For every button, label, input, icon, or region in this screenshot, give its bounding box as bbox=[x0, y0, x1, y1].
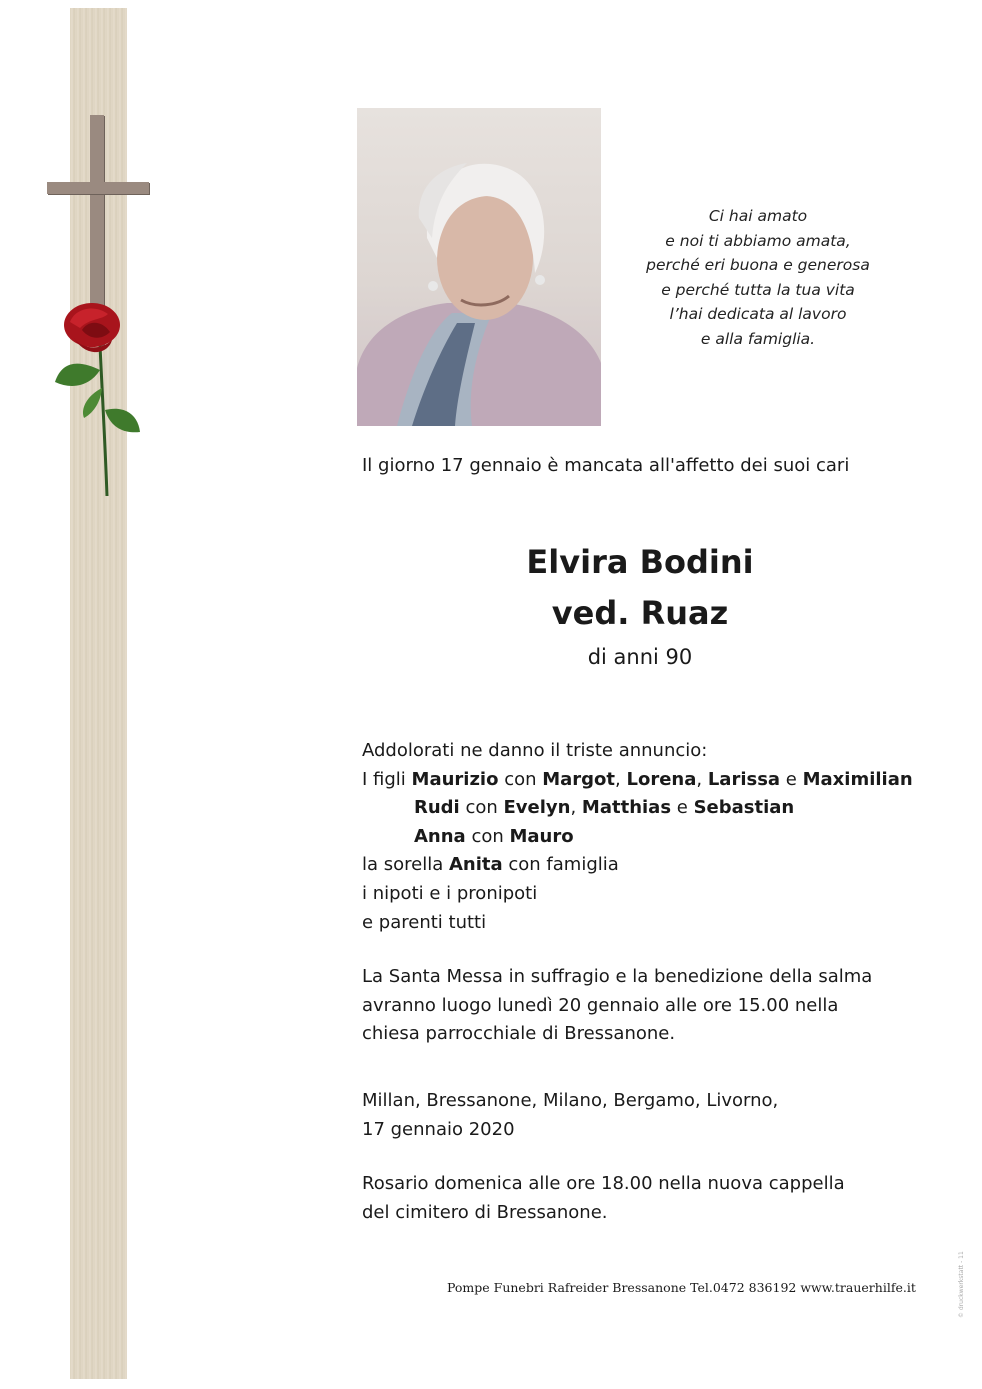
deceased-married-name: ved. Ruaz bbox=[551, 594, 729, 632]
family-row-3 bbox=[362, 823, 913, 852]
deceased-name: Elvira Bodini bbox=[526, 543, 754, 581]
family-row-1 bbox=[362, 766, 913, 795]
family-text: , bbox=[615, 768, 627, 790]
family-name: Anita bbox=[448, 854, 503, 876]
family-text: con bbox=[465, 825, 510, 847]
family-name: Sebastian bbox=[693, 797, 795, 819]
family-row-4 bbox=[362, 851, 913, 880]
family-row-2 bbox=[362, 794, 913, 823]
rose-icon bbox=[50, 300, 150, 500]
poem-line: perché eri buona e generosa bbox=[646, 256, 870, 274]
mass-line: chiesa parrocchiale di Bressanone. bbox=[362, 1023, 676, 1045]
deceased-age: di anni 90 bbox=[587, 645, 693, 669]
poem-line: l’hai dedicata al lavoro bbox=[669, 305, 847, 323]
family-name: Margot bbox=[542, 768, 616, 790]
family-text: con famiglia bbox=[502, 854, 619, 876]
family-text: , bbox=[570, 797, 582, 819]
poem-line: Ci hai amato bbox=[708, 207, 808, 225]
poem-line: e noi ti abbiamo amata, bbox=[665, 231, 851, 250]
date-line: 17 gennaio 2020 bbox=[362, 1118, 515, 1140]
cross-icon-bar bbox=[47, 182, 149, 194]
announcement-body bbox=[362, 737, 913, 1227]
family-row-5: i nipoti e i pronipoti bbox=[362, 882, 538, 904]
announce-line: Addolorati ne danno il triste annuncio: bbox=[362, 740, 708, 761]
poem-line: e perché tutta la tua vita bbox=[661, 280, 855, 299]
rosary-line: del cimitero di Bressanone. bbox=[362, 1201, 608, 1223]
family-name: Anna bbox=[414, 825, 466, 847]
print-mark: © druckwerkstatt - 11 bbox=[958, 1251, 965, 1318]
family-name: Maurizio bbox=[411, 768, 499, 790]
family-text: con bbox=[459, 797, 504, 819]
family-text: I figli bbox=[362, 768, 412, 790]
family-text: la sorella bbox=[362, 854, 449, 876]
mass-line: La Santa Messa in suffragio e la benedizione della salma bbox=[362, 966, 873, 988]
portrait-photo bbox=[357, 108, 601, 426]
family-name: Matthias bbox=[581, 797, 672, 819]
poem-line: e alla famiglia. bbox=[700, 329, 816, 348]
rosary-line: Rosario domenica alle ore 18.00 nella nuova cappella bbox=[362, 1173, 845, 1195]
family-name: Lorena bbox=[626, 768, 697, 790]
mass-line: avranno luogo lunedì 20 gennaio alle ore 15.00 nella bbox=[362, 994, 839, 1016]
family-text: e bbox=[671, 797, 694, 819]
family-text: e bbox=[780, 768, 803, 790]
family-row-6: e parenti tutti bbox=[362, 911, 487, 933]
family-text: , bbox=[696, 768, 708, 790]
family-name: Maximilian bbox=[802, 768, 913, 790]
place-line: Millan, Bressanone, Milano, Bergamo, Livorno, bbox=[362, 1089, 779, 1111]
poem bbox=[618, 204, 898, 351]
family-name: Evelyn bbox=[503, 797, 571, 819]
family-text: con bbox=[498, 768, 543, 790]
funeral-home-footer: Pompe Funebri Rafreider Bressanone Tel.0472 836192 www.trauerhilfe.it bbox=[447, 1280, 916, 1295]
family-name: Rudi bbox=[414, 797, 460, 819]
intro-line: Il giorno 17 gennaio è mancata all'affetto dei suoi cari bbox=[362, 455, 850, 476]
family-name: Larissa bbox=[707, 768, 781, 790]
family-name: Mauro bbox=[509, 825, 574, 847]
